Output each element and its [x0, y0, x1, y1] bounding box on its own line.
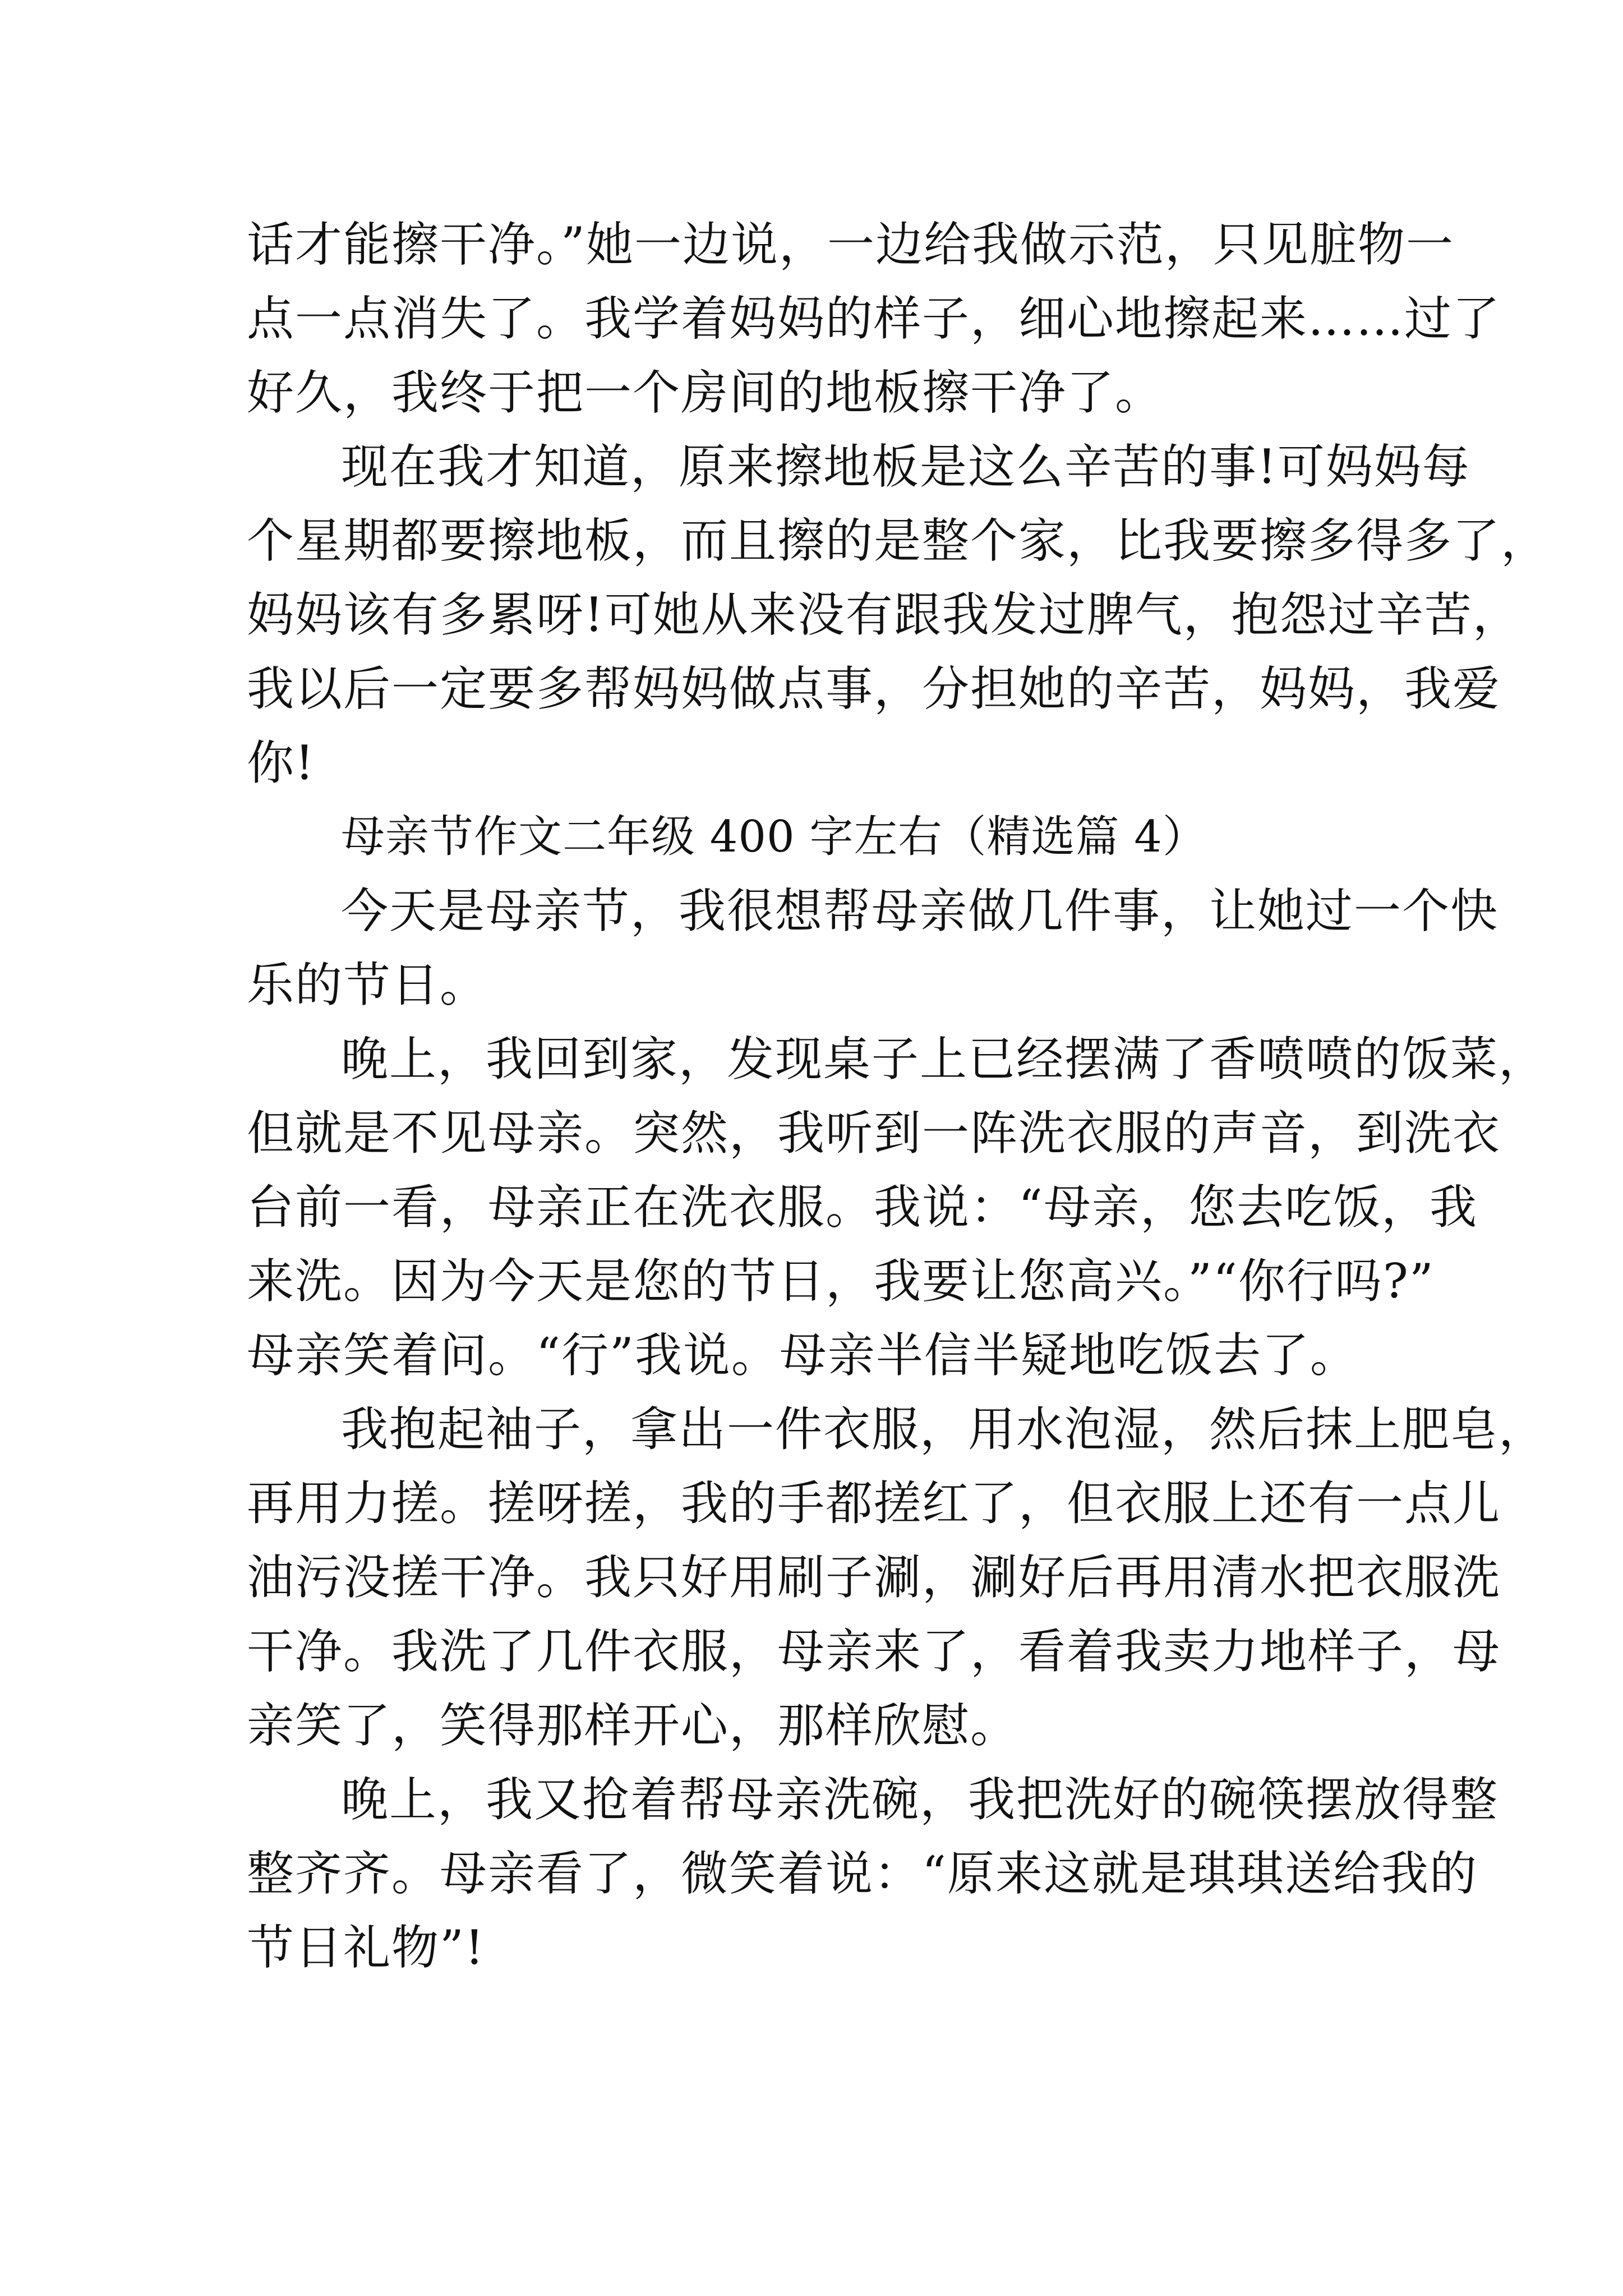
text-line: 亲笑了，笑得那样开心，那样欣慰。: [247, 1698, 1019, 1753]
section-heading: 母亲节作文二年级 400 字左右（精选篇 4）: [341, 812, 1207, 862]
text-line: 但就是不见母亲。突然，我听到一阵洗衣服的声音，到洗衣: [247, 1106, 1501, 1161]
text-line: 乐的节日。: [247, 958, 488, 1013]
text-line: 油污没搓干净。我只好用刷子涮，涮好后再用清水把衣服洗: [247, 1550, 1501, 1605]
text-line: 整齐齐。母亲看了，微笑着说：“原来这就是琪琪送给我的: [247, 1846, 1478, 1901]
text-line: 你!: [247, 735, 315, 790]
text-line: 我以后一定要多帮妈妈做点事，分担她的辛苦，妈妈，我爱: [247, 661, 1501, 716]
paragraph-first-line: 晚上，我回到家，发现桌子上已经摆满了香喷喷的饭菜，: [341, 1032, 1547, 1087]
document-body: [247, 208, 1550, 1985]
text-line: 来洗。因为今天是您的节日，我要让您高兴。”“你行吗?”: [247, 1254, 1435, 1309]
paragraph-first-line: 今天是母亲节，我很想帮母亲做几件事，让她过一个快: [341, 884, 1499, 938]
text-line: 母亲笑着问。“行”我说。母亲半信半疑地吃饭去了。: [247, 1328, 1358, 1383]
paragraph-first-line: 我抱起袖子，拿出一件衣服，用水泡湿，然后抹上肥皂，: [341, 1402, 1547, 1457]
text-line: 点一点消失了。我学着妈妈的样子，细心地擦起来……过了: [247, 291, 1501, 346]
text-line: 个星期都要擦地板，而且擦的是整个家，比我要擦多得多了，: [247, 513, 1550, 568]
text-line: 妈妈该有多累呀!可她从来没有跟我发过脾气，抱怨过辛苦，: [247, 587, 1521, 642]
text-line: 干净。我洗了几件衣服，母亲来了，看着我卖力地样子，母: [247, 1624, 1501, 1679]
paragraph-first-line: 现在我才知道，原来擦地板是这么辛苦的事!可妈妈每: [341, 439, 1470, 494]
text-line: 好久，我终于把一个房间的地板擦干净了。: [247, 365, 1164, 420]
text-line: 再用力搓。搓呀搓，我的手都搓红了，但衣服上还有一点儿: [247, 1476, 1501, 1531]
text-line: 节日礼物”!: [247, 1920, 485, 1975]
text-line: 话才能擦干净。”她一边说，一边给我做示范，只见脏物一: [247, 217, 1454, 272]
paragraph-first-line: 晚上，我又抢着帮母亲洗碗，我把洗好的碗筷摆放得整: [341, 1772, 1499, 1827]
text-line: 台前一看，母亲正在洗衣服。我说：“母亲，您去吃饭，我: [247, 1180, 1478, 1235]
